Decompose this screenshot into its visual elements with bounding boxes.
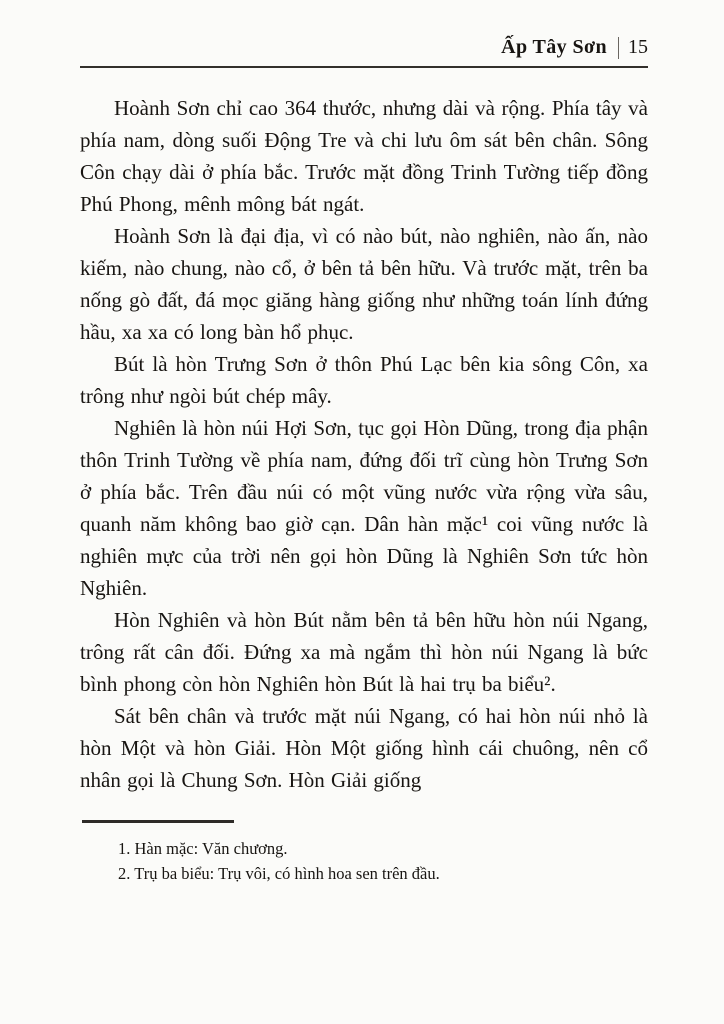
paragraph: Hoành Sơn chỉ cao 364 thước, nhưng dài và rộng. Phía tây và phía nam, dòng suối Động Tre và chi lưu ôm sát bên chân. Sông Côn chạy dài ở phía bắc. Trước mặt đồng Trinh Tường tiếp đồng Phú Phong, mênh mông bát ngát.	[80, 96, 648, 216]
paragraph: Sát bên chân và trước mặt núi Ngang, có hai hòn núi nhỏ là hòn Một và hòn Giải. Hòn Một giống hình cái chuông, nên cổ nhân gọi là Chung Sơn. Hòn Giải giống	[80, 704, 648, 792]
paragraph: Hòn Nghiên và hòn Bút nằm bên tả bên hữu hòn núi Ngang, trông rất cân đối. Đứng xa mà ngắm thì hòn núi Ngang là bức bình phong còn hòn Nghiên hòn Bút là hai trụ ba biểu².	[80, 608, 648, 696]
paragraph: Bút là hòn Trưng Sơn ở thôn Phú Lạc bên kia sông Côn, xa trông như ngòi bút chép mây.	[80, 352, 648, 408]
body-text	[80, 92, 648, 796]
header-divider	[618, 37, 619, 59]
footnote: 2. Trụ ba biểu: Trụ vôi, có hình hoa sen trên đầu.	[118, 863, 440, 883]
header-rule	[80, 66, 648, 68]
page-number: 15	[628, 36, 648, 58]
footnotes	[80, 836, 648, 886]
running-title: Ấp Tây Sơn	[501, 36, 607, 58]
page-header	[80, 36, 648, 66]
footnote: 1. Hàn mặc: Văn chương.	[118, 838, 288, 858]
paragraph: Hoành Sơn là đại địa, vì có nào bút, nào nghiên, nào ấn, nào kiếm, nào chung, nào cổ, ở bên tả bên hữu. Và trước mặt, trên ba nống gò đất, đá mọc giăng hàng giống như những toán lính đứng hầu, xa xa có long bàn hổ phục.	[80, 224, 648, 344]
footnote-separator	[82, 820, 234, 823]
paragraph: Nghiên là hòn núi Hợi Sơn, tục gọi Hòn Dũng, trong địa phận thôn Trinh Tường về phía nam, đứng đối trĩ cùng hòn Trưng Sơn ở phía bắc. Trên đầu núi có một vũng nước vừa rộng vừa sâu, quanh năm không bao giờ cạn. Dân hàn mặc¹ coi vũng nước là nghiên mực của trời nên gọi hòn Dũng là Nghiên Sơn tức hòn Nghiên.	[80, 416, 648, 600]
